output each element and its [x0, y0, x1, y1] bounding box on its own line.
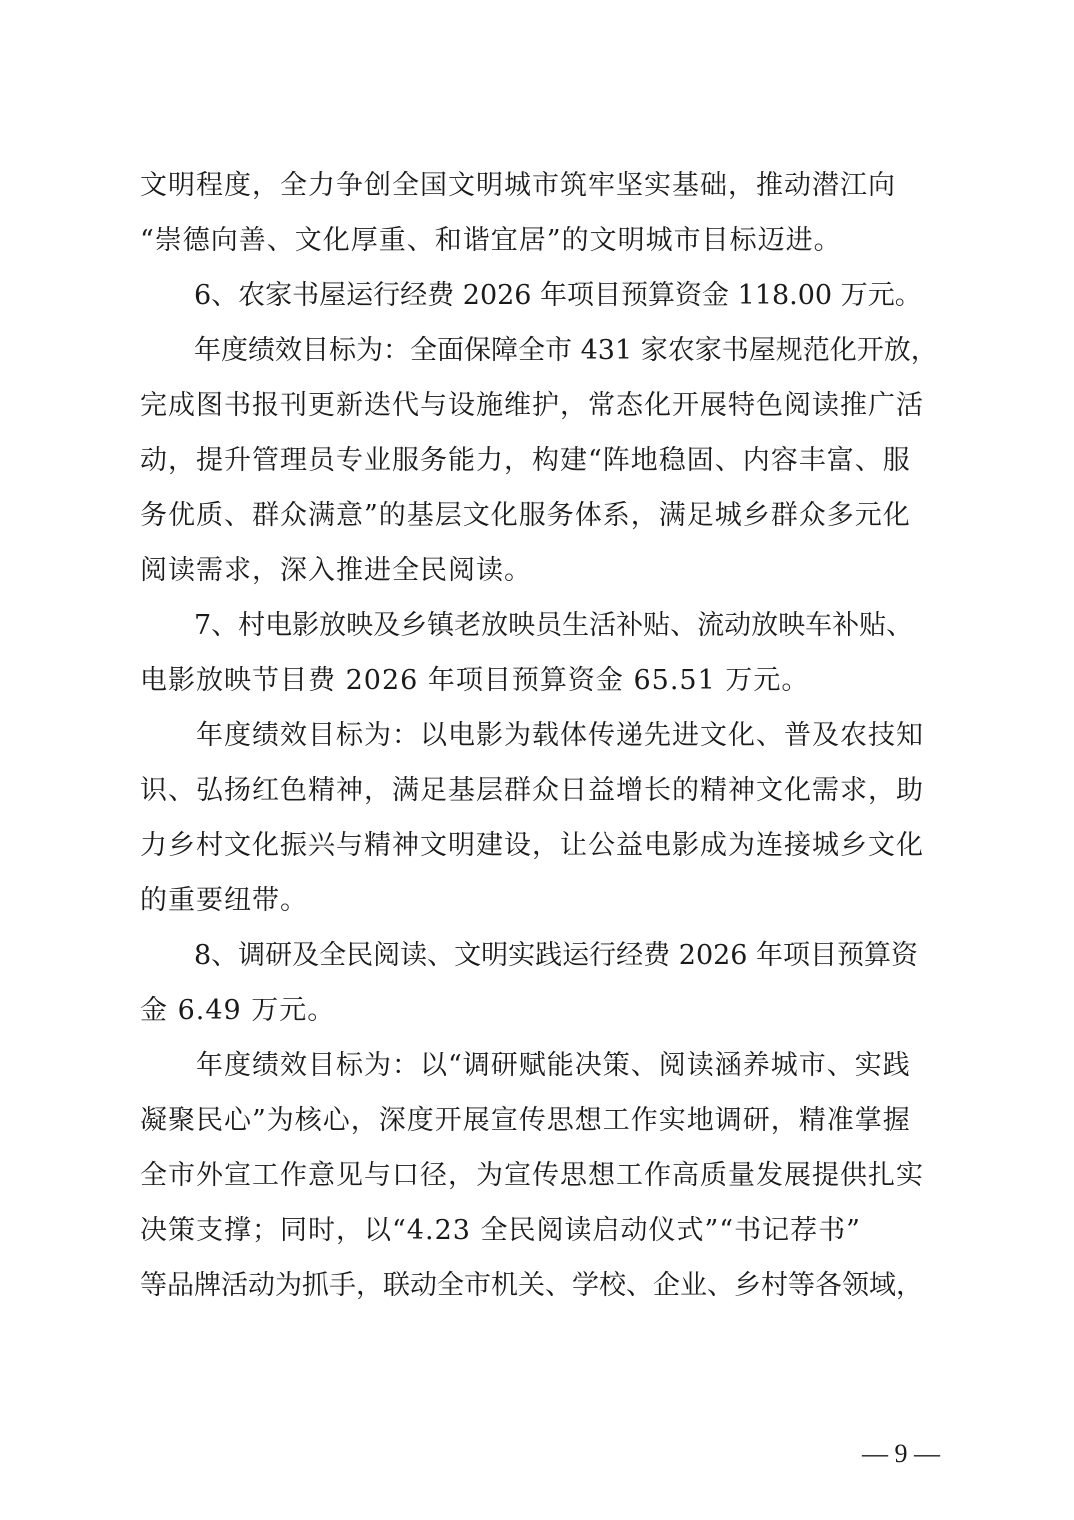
- text-line: 凝聚民心”为核心，深度开展宣传思想工作实地调研，精准掌握: [140, 1105, 911, 1136]
- text-line: “崇德向善、文化厚重、和谐宜居”的文明城市目标迈进。: [140, 225, 842, 256]
- text-line: 8、调研及全民阅读、文明实践运行经费 2026 年项目预算资: [140, 940, 919, 971]
- text-line: 7、村电影放映及乡镇老放映员生活补贴、流动放映车补贴、: [140, 610, 914, 641]
- text-line: 年度绩效目标为：全面保障全市 431 家农家书屋规范化开放，: [140, 335, 938, 366]
- text-line: 务优质、群众满意”的基层文化服务体系，满足城乡群众多元化: [140, 500, 911, 531]
- text-line: 力乡村文化振兴与精神文明建设，让公益电影成为连接城乡文化: [140, 830, 924, 861]
- text-line: 6、农家书屋运行经费 2026 年项目预算资金 118.00 万元。: [140, 280, 922, 311]
- text-line: 年度绩效目标为：以“调研赋能决策、阅读涵养城市、实践: [140, 1050, 911, 1081]
- text-line: 的重要纽带。: [140, 885, 308, 916]
- text-line: 等品牌活动为抓手，联动全市机关、学校、企业、乡村等各领域，: [140, 1270, 923, 1301]
- text-line: 完成图书报刊更新迭代与设施维护，常态化开展特色阅读推广活: [140, 390, 924, 421]
- text-line: 动，提升管理员专业服务能力，构建“阵地稳固、内容丰富、服: [140, 445, 911, 476]
- text-line: 识、弘扬红色精神，满足基层群众日益增长的精神文化需求，助: [140, 775, 924, 806]
- text-line: 电影放映节目费 2026 年项目预算资金 65.51 万元。: [140, 665, 810, 696]
- page-number: — 9 —: [862, 1439, 940, 1468]
- text-line: 金 6.49 万元。: [140, 995, 336, 1026]
- text-line: 阅读需求，深入推进全民阅读。: [140, 555, 532, 586]
- text-line: 全市外宣工作意见与口径，为宣传思想工作高质量发展提供扎实: [140, 1160, 924, 1191]
- text-line: 决策支撑；同时，以“4.23 全民阅读启动仪式”“书记荐书”: [140, 1215, 861, 1246]
- text-line: 文明程度，全力争创全国文明城市筑牢坚实基础，推动潜江向: [140, 170, 896, 201]
- text-line: 年度绩效目标为：以电影为载体传递先进文化、普及农技知: [140, 720, 924, 751]
